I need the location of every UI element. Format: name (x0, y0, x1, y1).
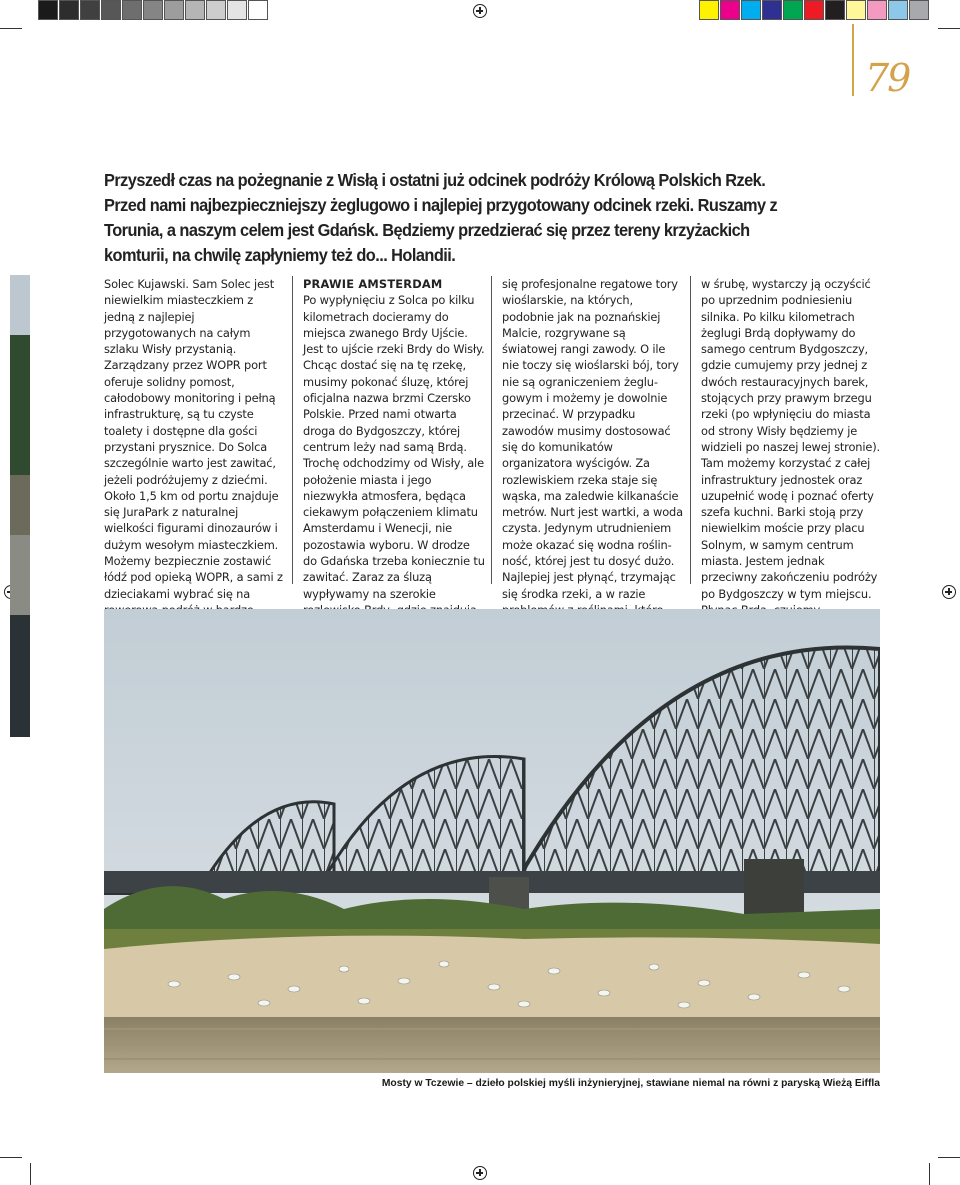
gray-swatch (59, 0, 79, 20)
gray-swatch (38, 0, 58, 20)
cmyk-swatch (888, 0, 908, 20)
text-column-1 (104, 276, 286, 635)
cmyk-swatch (783, 0, 803, 20)
gray-swatch (164, 0, 184, 20)
section-heading: PRAWIE AMSTERDAM (303, 277, 443, 291)
gray-swatch (227, 0, 247, 20)
crop-mark (938, 28, 960, 29)
crop-mark (938, 1157, 960, 1158)
cmyk-swatch (846, 0, 866, 20)
crop-mark (30, 1163, 31, 1185)
column-2-text: Po wypłynięciu z Solca po kilku kilometrach docieramy do miejsca zwanego Brdy Ujście. Jest to ujście rzeki Brdy do Wisły. Chcąc dostać się na tę rzekę, musimy pokonać śluzę, której oficjalna nazwa brzmi Czersko Polskie. Przed nami otwarta droga do Bydgoszczy, której centrum leży nad samą Brdą. Trochę odchodzimy od Wisły, ale położenie miasta i jego niezwykła atmosfera, będąca ciekawym połączeniem klimatu Amsterdamu i Wenecji, nie pozostawia wyboru. W drodze do Gdańska trzeba koniecznie tu zawitać. Zaraz za śluzą wypływamy na szerokie (303, 293, 485, 601)
gray-swatch (185, 0, 205, 20)
cmyk-swatch (804, 0, 824, 20)
page-number-rule (852, 24, 854, 96)
cmyk-color-bar (699, 0, 930, 21)
text-column-4 (701, 276, 883, 618)
column-3-text: się profesjonalne regatowe tory wioślarskie, na których, podobnie jak na poznańskiej Malcie, rozgrywane są światowej rangi zawody. O ile nie toczy się wioślarski bój, tory nie są ograniczeniem żeglugowym i możemy je dowolnie przecinać. W przypadku zawodów musimy dostosować się do komunikatów organizatora wyścigów. Za rozlewiskiem rzeka staje się wąska, ma zaledwie kilkanaście metrów. Nurt jest wartki, a woda czysta. Jedynym utrudnieniem może okazać się wodna roślinność, której jest tu dosyć dużo. Najlepiej jest płynąć, trzymając się środka rzeki, a w razie (502, 277, 683, 601)
page-number: 79 (865, 56, 910, 100)
column-divider (491, 276, 492, 584)
gray-swatch (101, 0, 121, 20)
crop-mark (929, 1163, 930, 1185)
cmyk-swatch (741, 0, 761, 20)
column-1-text: Solec Kujawski. Sam Solec jest niewielkim miasteczkiem z jedną z najlepiej przygotowanych na całym szlaku Wisły przystanią. Zarządzany przez WOPR port oferuje solidny pomost, całodobowy monitoring i pełną infrastrukturę, są tu czyste toalety i dostępne dla gości przystani prysznice. Do Solca szczególnie warto jest zawitać, jeżeli podróżujemy z dziećmi. Około 1,5 km od portu znajduje się JuraPark z naturalnej wielkości figurami dinozaurów i dużym wesołym miasteczkiem. Możemy bezpiecznie zostawić łódź pod opieką WOPR, a sami z dzieciakami wybrać się na (104, 277, 283, 601)
crop-mark (0, 1157, 22, 1158)
cmyk-swatch (762, 0, 782, 20)
column-divider (690, 276, 691, 584)
grayscale-color-bar (38, 0, 269, 21)
cmyk-swatch (867, 0, 887, 20)
registration-mark-right (942, 585, 956, 599)
gray-swatch (248, 0, 268, 20)
bridge-photo (104, 609, 880, 1073)
cmyk-swatch (720, 0, 740, 20)
side-photo-strip (10, 275, 30, 737)
text-column-2 (303, 276, 485, 618)
gray-swatch (206, 0, 226, 20)
crop-mark (0, 28, 22, 29)
cmyk-swatch (699, 0, 719, 20)
cmyk-swatch (909, 0, 929, 20)
registration-mark-bottom (473, 1166, 487, 1180)
text-column-3 (502, 276, 684, 635)
cmyk-swatch (825, 0, 845, 20)
gray-swatch (122, 0, 142, 20)
column-divider (292, 276, 293, 584)
column-4-text: w śrubę, wystarczy ją oczyścić po uprzednim podniesieniu silnika. Po kilku kilometrach żeglugi Brdą dopływamy do samego centrum Bydgoszczy, gdzie cumujemy przy jednej z dwóch restauracyjnych barek, stojących przy prawym brzegu rzeki (po wpłynięciu do miasta od strony Wisły będziemy je widzieli po naszej lewej stronie). Tam możemy korzystać z całej infrastruktury jednostek oraz uzupełnić wodę i poznać oferty szefa kuchni. Barki stoją przy niewielkim moście przy placu Solnym, w samym centrum miasta. Jestem jednak przeciwny zakończeniu podróży po Bydgoszczy w tym miejscu. (701, 277, 880, 601)
gray-swatch (143, 0, 163, 20)
gray-swatch (80, 0, 100, 20)
lead-paragraph: Przyszedł czas na pożegnanie z Wisłą i ostatni już odcinek podróży Królową Polskich Rzek. Przed nami najbezpieczniejszy żeglugowo i najlepiej przygotowany odcinek rzeki. Ruszamy z Torunia, a naszym celem jest Gdańsk. Będziemy przedzierać się przez tereny krzyżackich komturii, na chwilę zapłyniemy też do... Holandii. (104, 170, 778, 265)
photo-caption: Mosty w Tczewie – dzieło polskiej myśli inżynieryjnej, stawiane niemal na równi z paryską Wieżą Eiffla (381, 1078, 880, 1089)
registration-mark-top (473, 4, 487, 18)
